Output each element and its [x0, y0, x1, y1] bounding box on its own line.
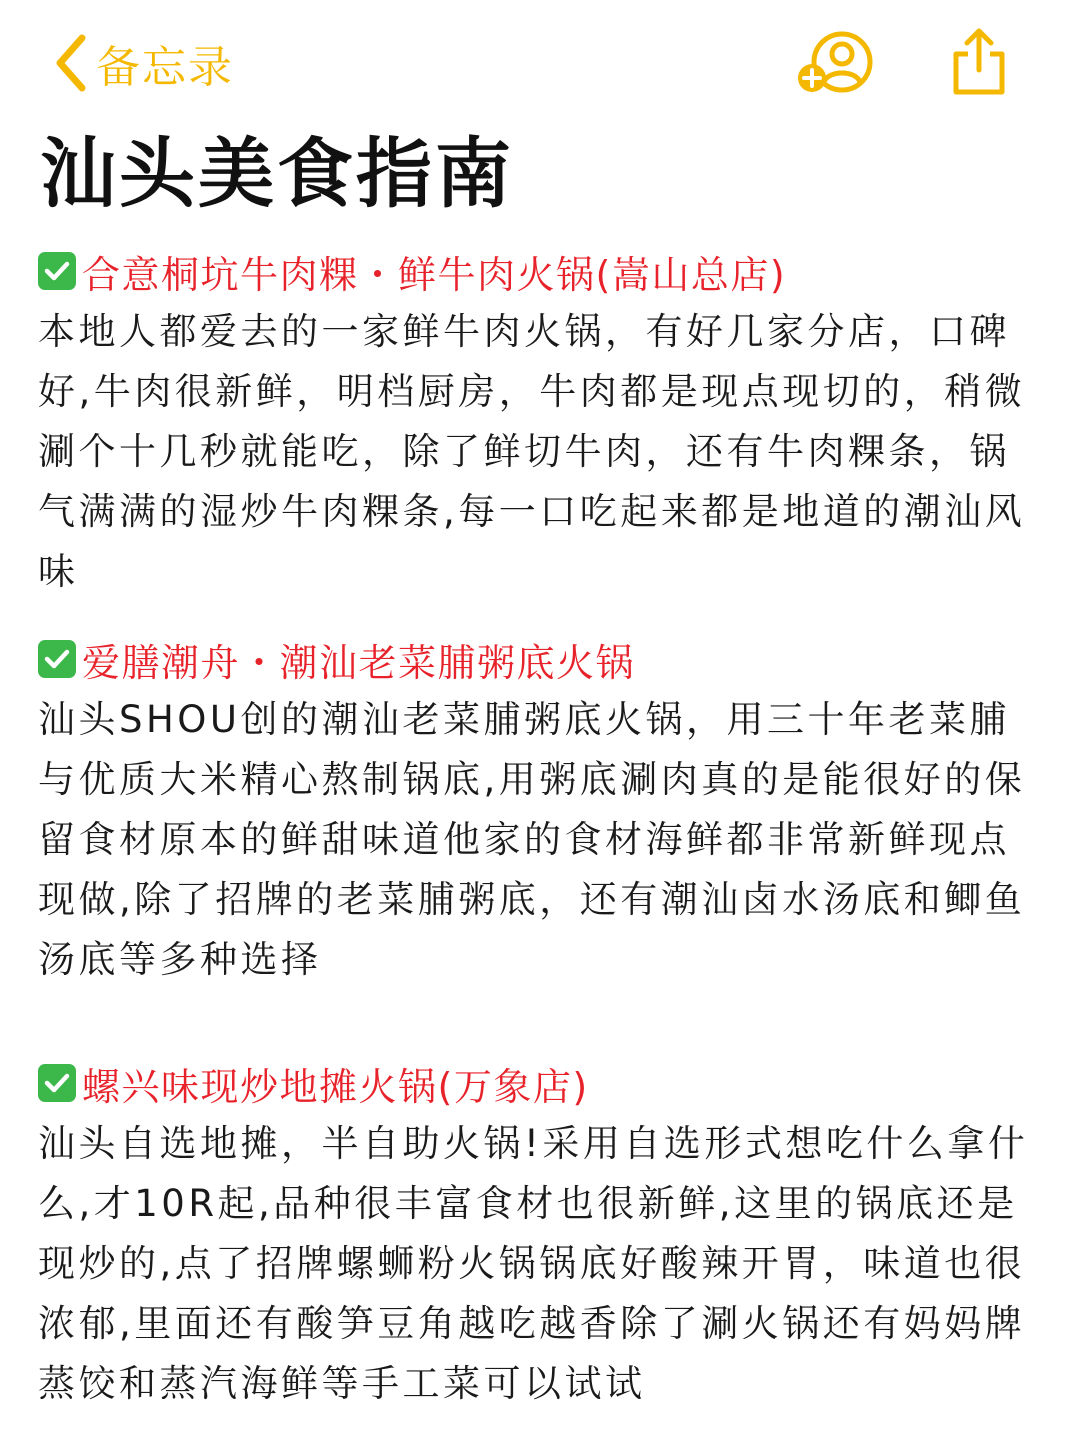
section-heading: [38, 1052, 1048, 1114]
note-title: 汕头美食指南: [40, 129, 514, 218]
section-heading-text: 合意桐坑牛肉粿・鲜牛肉火锅(嵩山总店): [82, 252, 787, 297]
section-heading: [38, 240, 1048, 302]
person-add-icon: [796, 30, 876, 96]
collaborate-button[interactable]: [796, 30, 876, 96]
section-heading-text: 爱膳潮舟・潮汕老菜脯粥底火锅: [82, 640, 636, 685]
checkmark-icon: [38, 1064, 76, 1102]
checkmark-icon: [38, 640, 76, 678]
section-body: 本地人都爱去的一家鲜牛肉火锅，有好几家分店，口碑好,牛肉很新鲜，明档厨房，牛肉都是现点现切的，稍微涮个十几秒就能吃，除了鲜切牛肉，还有牛肉粿条，锅气满满的湿炒牛肉粿条,每一口吃起来都是地道的潮汕风味: [38, 310, 1026, 593]
share-button[interactable]: [948, 26, 1010, 98]
back-button-label: 备忘录: [96, 42, 234, 93]
section-body: 汕头SHOU创的潮汕老菜脯粥底火锅，用三十年老菜脯与优质大米精心熬制锅底,用粥底涮肉真的是能很好的保留食材原本的鲜甜味道他家的食材海鲜都非常新鲜现点现做,除了招牌的老菜脯粥底，还有潮汕卤水汤底和鲫鱼汤底等多种选择: [38, 698, 1026, 981]
restaurant-section: [38, 240, 1048, 602]
navigation-bar: [0, 0, 1080, 120]
checkmark-icon: [38, 252, 76, 290]
chevron-left-icon: [52, 32, 88, 94]
section-heading-text: 螺兴味现炒地摊火锅(万象店): [82, 1064, 589, 1109]
restaurant-section: [38, 628, 1048, 990]
note-body[interactable]: [38, 240, 1048, 1414]
back-button[interactable]: [52, 28, 234, 98]
share-icon: [948, 26, 1010, 98]
section-body: 汕头自选地摊，半自助火锅!采用自选形式想吃什么拿什么,才10R起,品种很丰富食材也很新鲜,这里的锅底还是现炒的,点了招牌螺蛳粉火锅锅底好酸辣开胃，味道也很浓郁,里面还有酸笋豆角越吃越香除了涮火锅还有妈妈牌蒸饺和蒸汽海鲜等手工菜可以试试: [38, 1122, 1029, 1405]
section-heading: [38, 628, 1048, 690]
restaurant-section: [38, 1052, 1048, 1414]
